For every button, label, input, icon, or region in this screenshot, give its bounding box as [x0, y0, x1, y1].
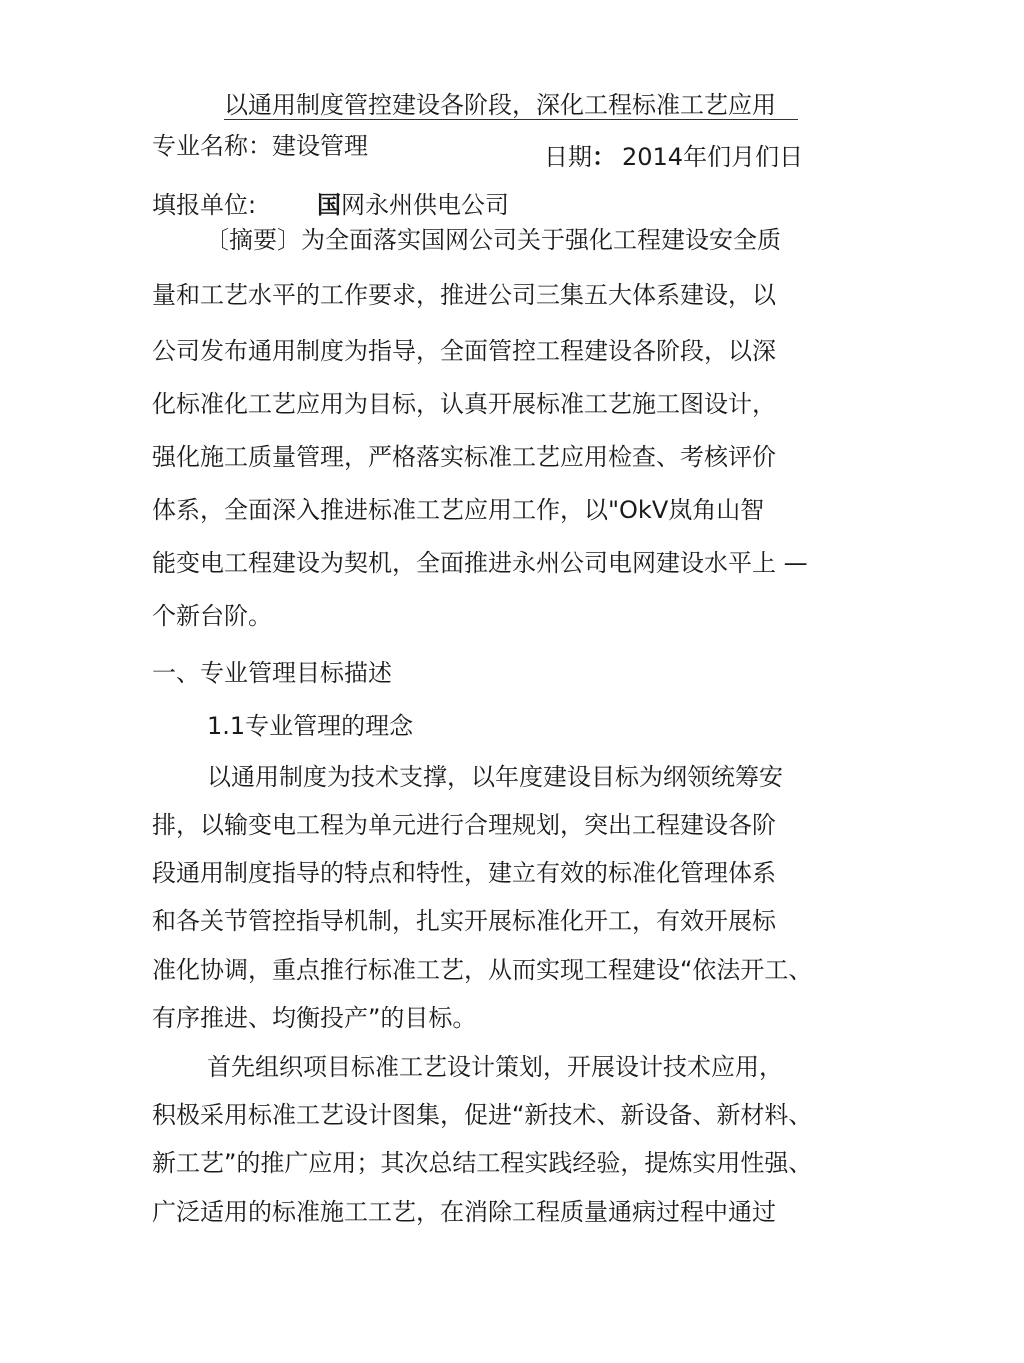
abstract-line: 量和工艺水平的工作要求，推进公司三集五大体系建设，以	[152, 281, 776, 309]
reporting-unit-value	[317, 190, 509, 220]
paragraph-line: 和各关节管控指导机制，扎实开展标准化开工，有效开展标	[152, 907, 776, 935]
paragraph-line: 准化协调，重点推行标准工艺，从而实现工程建设“依法开工、	[152, 956, 813, 984]
paragraph-line: 有序推进、均衡投产”的目标。	[152, 1004, 477, 1032]
date-value: 2014年们月们日	[622, 143, 804, 171]
abstract-line: 个新台阶。	[152, 602, 272, 630]
unit-rest: 网永州供电公司	[341, 191, 509, 219]
document-title: 以通用制度管控建设各阶段，深化工程标准工艺应用	[224, 91, 776, 119]
unit-first-char: 国	[317, 191, 341, 219]
date-colon: ：	[592, 143, 616, 171]
date-field	[544, 142, 803, 172]
reporting-unit-label: 填报单位:	[152, 191, 257, 219]
abstract-line: 能变电工程建设为契机，全面推进永州公司电网建设水平上 —	[152, 549, 808, 577]
paragraph-line: 首先组织项目标准工艺设计策划，开展设计技术应用，	[207, 1053, 783, 1081]
subsection-heading: 1.1专业管理的理念	[207, 712, 414, 740]
paragraph-line: 广泛适用的标准施工工艺，在消除工程质量通病过程中通过	[152, 1198, 776, 1226]
paragraph-line: 排，以输变电工程为单元进行合理规划，突出工程建设各阶	[152, 811, 776, 839]
abstract-line: 强化施工质量管理，严格落实标准工艺应用检查、考核评价	[152, 443, 776, 471]
abstract-line: 公司发布通用制度为指导，全面管控工程建设各阶段，以深	[152, 337, 776, 365]
major-name-field: 专业名称：建设管理	[152, 132, 368, 160]
paragraph-line: 段通用制度指导的特点和特性，建立有效的标准化管理体系	[152, 859, 776, 887]
section-heading: 一、专业管理目标描述	[152, 659, 392, 687]
abstract-line: 〔摘要〕为全面落实国网公司关于强化工程建设安全质	[205, 226, 781, 254]
abstract-line: 化标准化工艺应用为目标，认真开展标准工艺施工图设计，	[152, 390, 776, 418]
title-underline	[224, 119, 798, 120]
abstract-line: 体系，全面深入推进标准工艺应用工作，以"OkV岚角山智	[152, 496, 765, 524]
paragraph-line: 以通用制度为技术支撑，以年度建设目标为纲领统筹安	[207, 763, 783, 791]
paragraph-line: 积极采用标准工艺设计图集，促进“新技术、新设备、新材料、	[152, 1101, 813, 1129]
date-label: 日期	[544, 143, 592, 171]
paragraph-line: 新工艺”的推广应用；其次总结工程实践经验，提炼实用性强、	[152, 1149, 813, 1177]
